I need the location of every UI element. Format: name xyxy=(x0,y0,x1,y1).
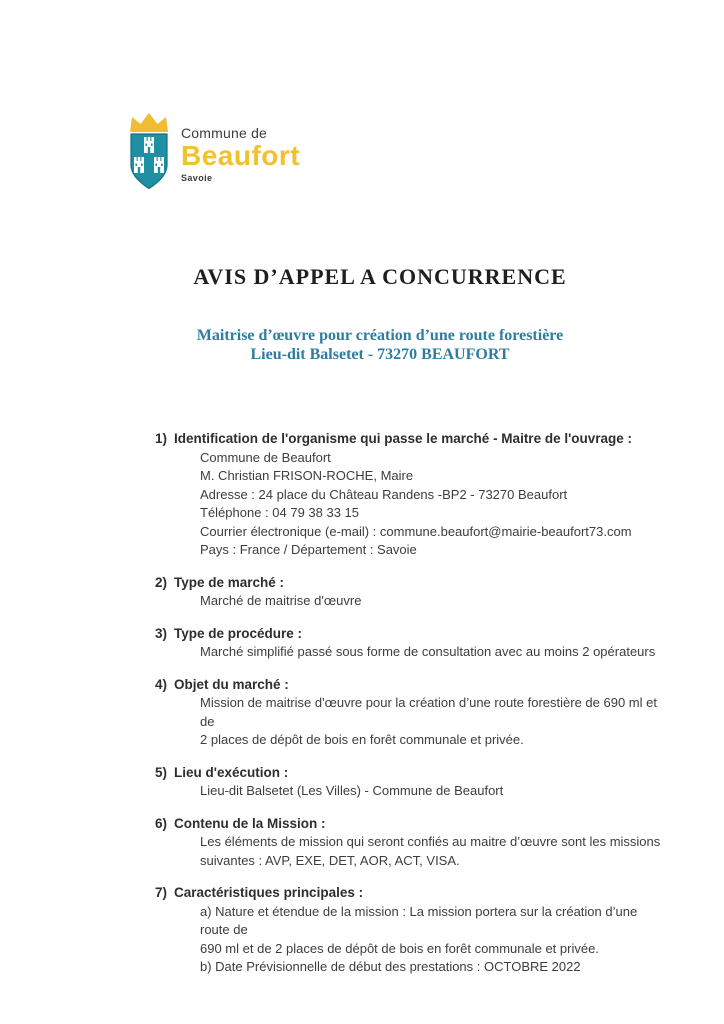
section-body xyxy=(200,833,665,870)
section-heading: 3) Type de procédure : xyxy=(155,625,665,644)
section-line: Lieu-dit Balsetet (Les Villes) - Commune de Beaufort xyxy=(200,783,504,798)
section-type-de-marche xyxy=(155,574,665,611)
section-type-de-procedure xyxy=(155,625,665,662)
section-line: suivantes : AVP, EXE, DET, AOR, ACT, VISA. xyxy=(200,852,460,868)
section-number: 4) xyxy=(155,676,168,692)
logo-org-name: Beaufort xyxy=(181,140,301,171)
section-line: M. Christian FRISON-ROCHE, Maire xyxy=(200,468,414,483)
section-number: 1) xyxy=(155,431,168,446)
section-number: 7) xyxy=(155,885,168,900)
section-line: a) Nature et étendue de la mission : La mission portera sur la création d’une route de xyxy=(200,903,638,937)
section-body xyxy=(200,449,665,560)
commune-logo xyxy=(126,110,300,194)
section-line: 2 places de dépôt de bois en forêt communale et privée. xyxy=(200,732,524,747)
section-line: Courrier électronique (e-mail) : commune.beaufort@mairie-beaufort73.com xyxy=(200,523,632,539)
section-body xyxy=(200,643,665,662)
section-body xyxy=(200,694,665,750)
section-line: Marché simplifié passé sous forme de consultation avec au moins 2 opérateurs xyxy=(200,644,656,659)
logo-org-prefix: Commune de xyxy=(181,125,268,141)
section-number: 3) xyxy=(155,625,168,641)
section-heading: 6) Contenu de la Mission : xyxy=(155,815,665,834)
document-subtitle xyxy=(18,326,724,364)
section-contenu-de-la-mission xyxy=(155,815,665,871)
section-body xyxy=(200,782,665,801)
section-body xyxy=(200,903,665,977)
section-heading: 2) Type de marché : xyxy=(155,574,665,593)
section-line: Adresse : 24 place du Château Randens -BP2 - 73270 Beaufort xyxy=(200,486,568,502)
section-identification xyxy=(155,430,665,560)
section-number: 2) xyxy=(155,574,168,590)
section-heading: 1) Identification de l'organisme qui passe le marché - Maitre de l'ouvrage : xyxy=(155,430,665,449)
section-caracteristiques-principales xyxy=(155,884,665,977)
document-subtitle-line1: Maitrise d’œuvre pour création d’une route forestière xyxy=(196,327,564,344)
section-heading: 7) Caractéristiques principales : xyxy=(155,884,665,903)
document-subtitle-line2: Lieu-dit Balsetet - 73270 BEAUFORT xyxy=(250,346,510,363)
section-line: Téléphone : 04 79 38 33 15 xyxy=(200,505,360,520)
section-objet-du-marche xyxy=(155,676,665,750)
section-line: b) Date Prévisionnelle de début des prestations : OCTOBRE 2022 xyxy=(200,959,581,974)
section-line: Commune de Beaufort xyxy=(200,449,331,465)
section-lieu-d-execution xyxy=(155,764,665,801)
section-number: 5) xyxy=(155,764,168,780)
section-line: Pays : France / Département : Savoie xyxy=(200,542,417,557)
section-line: Mission de maitrise d'œuvre pour la création d’une route forestière de 690 ml et de xyxy=(200,695,657,729)
section-body xyxy=(200,592,665,611)
logo-text xyxy=(181,110,300,183)
section-number: 6) xyxy=(155,815,168,831)
sections xyxy=(155,430,665,991)
document-title: AVIS D’APPEL A CONCURRENCE xyxy=(193,264,567,289)
section-heading: 4) Objet du marché : xyxy=(155,676,665,695)
section-line: Les éléments de mission qui seront confiés au maitre d’œuvre sont les missions xyxy=(200,834,661,849)
section-line: 690 ml et de 2 places de dépôt de bois en forêt communale et privée. xyxy=(200,940,599,956)
section-heading: 5) Lieu d'exécution : xyxy=(155,764,665,783)
coat-of-arms-icon xyxy=(126,110,172,194)
logo-region: Savoie xyxy=(181,173,213,184)
section-line: Marché de maitrise d'œuvre xyxy=(200,593,362,608)
